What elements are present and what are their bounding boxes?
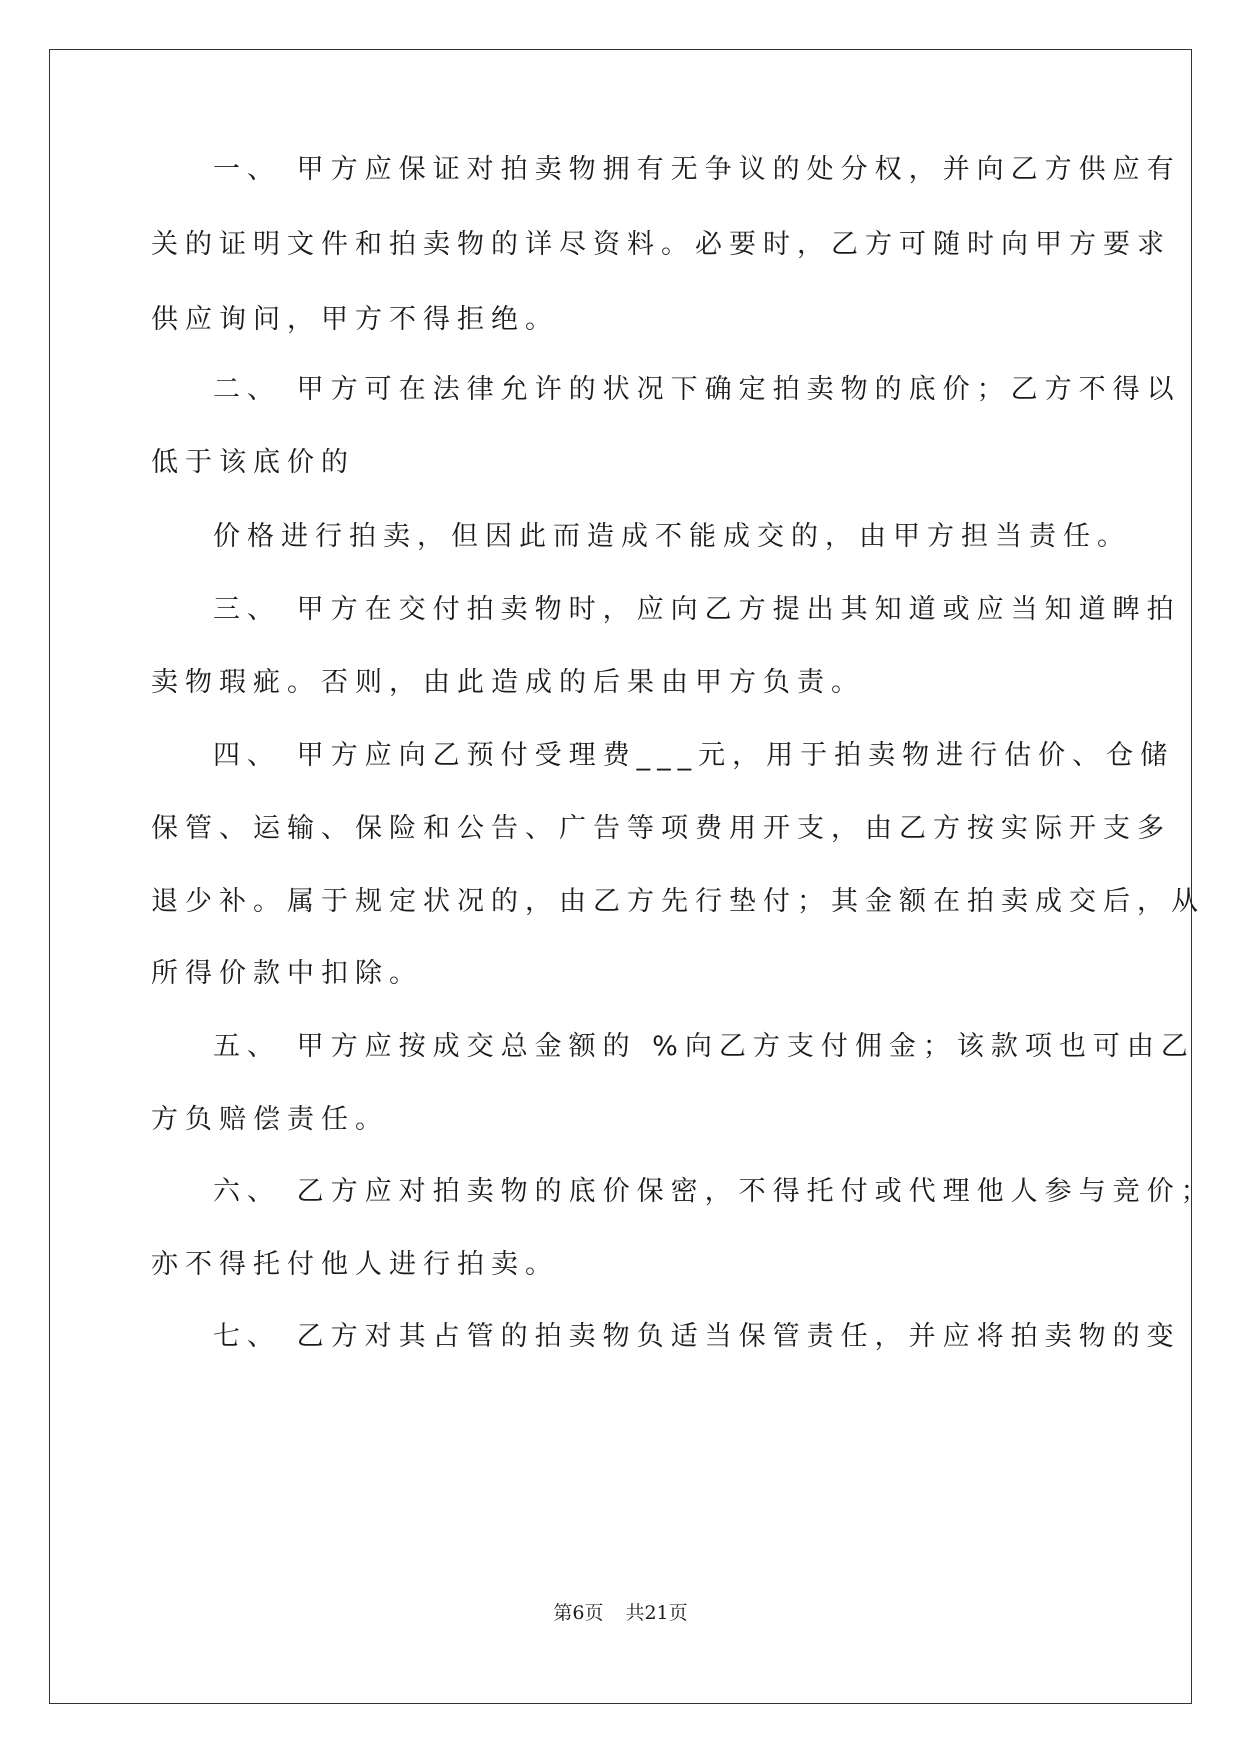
clause-2-line-1: 二、 甲方可在法律允许的状况下确定拍卖物的底价；乙方不得以 xyxy=(213,374,1181,405)
clause-1-line-3: 供应询问，甲方不得拒绝。 xyxy=(151,304,559,335)
clause-1-line-1: 一、 甲方应保证对拍卖物拥有无争议的处分权，并向乙方供应有 xyxy=(213,154,1181,185)
clause-5-line-1: 五、 甲方应按成交总金额的 %向乙方支付佣金；该款项也可由乙 xyxy=(213,1031,1195,1062)
clause-4-line-1: 四、 甲方应向乙预付受理费___元，用于拍卖物进行估价、仓储 xyxy=(213,740,1175,771)
clause-6-line-1: 六、 乙方应对拍卖物的底价保密，不得托付或代理他人参与竞价； xyxy=(213,1176,1215,1207)
page-border xyxy=(49,49,1215,1704)
clause-4-line-3: 退少补。属于规定状况的，由乙方先行垫付；其金额在拍卖成交后，从 xyxy=(151,886,1205,917)
clause-6-line-2: 亦不得托付他人进行拍卖。 xyxy=(151,1249,559,1280)
clause-2-line-2: 低于该底价的 xyxy=(151,447,355,478)
clause-3-line-2: 卖物瑕疵。否则，由此造成的后果由甲方负责。 xyxy=(151,667,865,698)
clause-1-line-2: 关的证明文件和拍卖物的详尽资料。必要时，乙方可随时向甲方要求 xyxy=(151,229,1171,260)
clause-3-line-1: 三、 甲方在交付拍卖物时，应向乙方提出其知道或应当知道睥拍 xyxy=(213,594,1181,625)
page-footer xyxy=(0,1598,1241,1625)
clause-4-line-4: 所得价款中扣除。 xyxy=(151,958,423,989)
total-pages: 共21页 xyxy=(625,1602,688,1624)
page-number: 第6页 xyxy=(553,1602,604,1624)
clause-5-line-2: 方负赔偿责任。 xyxy=(151,1104,389,1135)
clause-7-line-1: 七、 乙方对其占管的拍卖物负适当保管责任，并应将拍卖物的变 xyxy=(213,1321,1181,1352)
clause-2-line-3: 价格进行拍卖，但因此而造成不能成交的，由甲方担当责任。 xyxy=(213,521,1131,552)
clause-4-line-2: 保管、运输、保险和公告、广告等项费用开支，由乙方按实际开支多 xyxy=(151,813,1171,844)
